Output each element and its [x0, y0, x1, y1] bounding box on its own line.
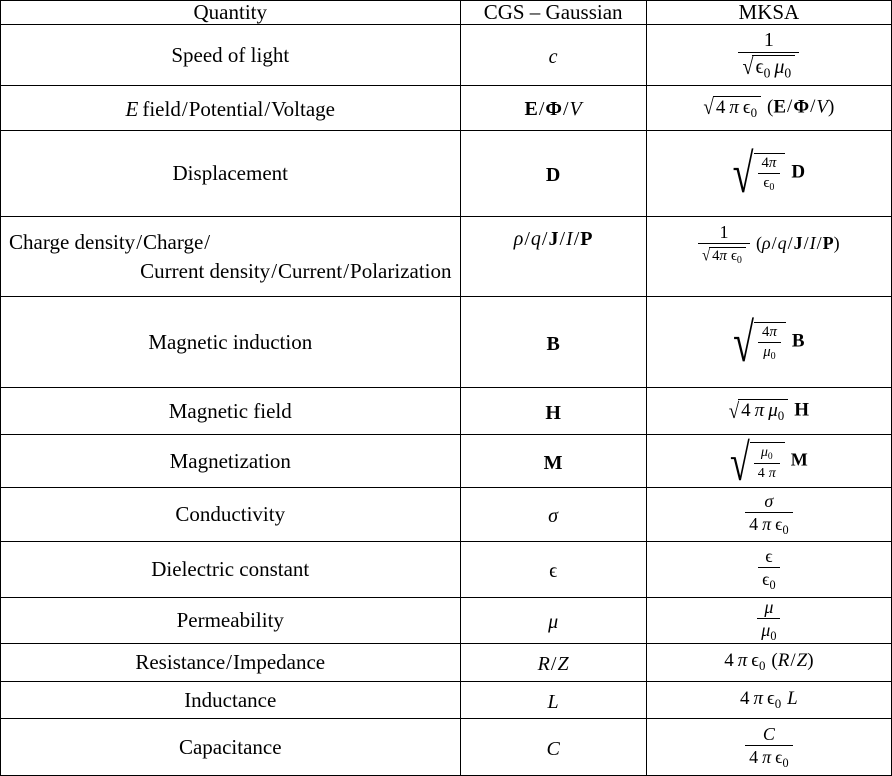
symbol-mu: μ [768, 400, 778, 422]
symbol-E-bold: E [524, 98, 538, 121]
table-row [1, 25, 892, 86]
quantity-line-2: Current density/Current/Polarization [140, 258, 452, 283]
quantity-cell: Conductivity [1, 487, 461, 541]
paren-open: ( [755, 232, 762, 253]
cgs-cell [460, 297, 646, 388]
numeral-four: 4 [749, 514, 759, 535]
symbol-epsilon: ϵ [762, 569, 770, 590]
symbol-epsilon: ϵ [775, 746, 783, 767]
subscript-zero: 0 [769, 181, 775, 193]
quantity-cell: Inductance [1, 682, 461, 719]
paren-close: ) [807, 650, 814, 672]
symbol-pi: π [737, 650, 748, 672]
radical-icon: √ [728, 399, 740, 424]
quantity-cell [1, 643, 461, 681]
column-header-mksa: MKSA [646, 1, 891, 25]
symbol-epsilon: ϵ [742, 96, 751, 118]
symbol-H: H [794, 399, 809, 421]
table-row [1, 85, 892, 130]
symbol-E: E [125, 97, 139, 122]
symbol-J: J [548, 227, 559, 250]
mksa-cell [646, 682, 891, 719]
radical-icon: √ [729, 433, 750, 492]
table-row [1, 216, 892, 297]
subscript-zero: 0 [769, 578, 776, 593]
subscript-zero: 0 [770, 628, 777, 643]
symbol-J: J [793, 232, 803, 253]
symbol-I: I [809, 232, 816, 253]
symbol-L: L [787, 688, 798, 710]
table-row [1, 130, 892, 216]
quantity-text: field/Potential/Voltage [142, 97, 335, 122]
quantity-cell: Displacement [1, 130, 461, 216]
quantity-cell: Magnetization [1, 435, 461, 487]
quantity-cell [1, 85, 461, 130]
numeral-one: 1 [719, 221, 729, 242]
symbol-rho: ρ [761, 232, 771, 253]
mksa-cell [646, 388, 891, 435]
slash: / [559, 227, 566, 250]
symbol-epsilon: ϵ [751, 650, 759, 672]
symbol-C: C [762, 723, 775, 744]
symbol-H: H [545, 401, 561, 424]
cgs-cell [460, 542, 646, 597]
symbol-epsilon: ϵ [549, 560, 558, 583]
symbol-epsilon: ϵ [775, 514, 783, 535]
symbol-sigma: σ [548, 505, 559, 528]
table-row [1, 719, 892, 776]
subscript-zero: 0 [777, 408, 785, 424]
numeral-four: 4 [762, 324, 770, 341]
mksa-cell [646, 130, 891, 216]
table-row [1, 597, 892, 643]
slash: / [771, 232, 777, 253]
subscript-zero: 0 [774, 696, 782, 712]
quantity-cell: Magnetic field [1, 388, 461, 435]
table-header-row [1, 1, 892, 25]
numeral-four: 4 [712, 247, 720, 264]
radical-icon: √ [732, 144, 754, 206]
subscript-zero: 0 [782, 755, 789, 770]
symbol-M: M [543, 451, 563, 474]
symbol-R: R [537, 653, 550, 676]
symbol-rho: ρ [513, 227, 524, 250]
cgs-cell [460, 597, 646, 643]
mksa-cell [646, 542, 891, 597]
symbol-mu: μ [760, 443, 768, 460]
quantity-cell: Speed of light [1, 25, 461, 86]
table-row [1, 487, 892, 541]
subscript-zero: 0 [782, 523, 789, 538]
symbol-V: V [816, 96, 828, 118]
cgs-cell [460, 130, 646, 216]
symbol-mu: μ [761, 619, 771, 640]
quantity-cell: Permeability [1, 597, 461, 643]
table-row [1, 643, 892, 681]
table-row [1, 388, 892, 435]
symbol-B: B [546, 332, 560, 355]
slash: / [810, 96, 816, 118]
table-row [1, 682, 892, 719]
symbol-Phi: Φ [545, 98, 562, 121]
table-row [1, 435, 892, 487]
subscript-zero: 0 [763, 64, 771, 80]
table-row [1, 542, 892, 597]
numeral-one: 1 [763, 28, 774, 51]
slash: / [816, 232, 822, 253]
cgs-cell [460, 85, 646, 130]
slash: / [538, 98, 545, 121]
subscript-zero: 0 [770, 350, 776, 362]
symbol-mu: μ [774, 55, 785, 78]
radical-icon: √ [742, 54, 754, 80]
symbol-q: q [777, 232, 787, 253]
column-header-cgs-gaussian: CGS – Gaussian [460, 1, 646, 25]
symbol-epsilon: ϵ [730, 247, 737, 264]
symbol-pi: π [729, 96, 739, 118]
table-row [1, 297, 892, 388]
subscript-zero: 0 [784, 64, 792, 80]
cgs-cell [460, 643, 646, 681]
radical-icon: √ [703, 95, 714, 120]
symbol-epsilon: ϵ [763, 174, 770, 191]
cgs-cell [460, 487, 646, 541]
symbol-pi: π [762, 514, 772, 535]
quantity-cell: Magnetic induction [1, 297, 461, 388]
symbol-pi: π [753, 688, 763, 710]
subscript-zero: 0 [750, 104, 758, 120]
slash: / [573, 227, 580, 250]
symbol-I: I [566, 227, 573, 250]
cgs-cell [460, 682, 646, 719]
symbol-c: c [548, 45, 558, 68]
quantity-line-1: Charge density/Charge/ [9, 230, 211, 255]
symbol-pi: π [768, 464, 776, 481]
mksa-cell [646, 25, 891, 86]
quantity-cell: Capacitance [1, 719, 461, 776]
slash: / [524, 227, 530, 250]
symbol-L: L [547, 690, 559, 713]
symbol-pi: π [769, 324, 777, 341]
mksa-cell [646, 597, 891, 643]
slash: / [787, 232, 793, 253]
mksa-cell [646, 487, 891, 541]
symbol-pi: π [754, 400, 765, 422]
symbol-sigma: σ [764, 491, 774, 512]
slash: / [787, 96, 793, 118]
numeral-four: 4 [761, 155, 769, 172]
slash: / [541, 227, 548, 250]
quantity-cell: Dielectric constant [1, 542, 461, 597]
mksa-cell [646, 216, 891, 297]
subscript-zero: 0 [736, 254, 742, 266]
symbol-E-bold: E [773, 96, 787, 118]
paren-open: ( [771, 650, 778, 672]
cgs-cell [460, 25, 646, 86]
symbol-mu: μ [764, 597, 774, 618]
quantity-text: Resistance/Impedance [135, 650, 326, 675]
numeral-four: 4 [724, 650, 734, 672]
symbol-D: D [545, 164, 561, 186]
symbol-M: M [790, 449, 808, 470]
symbol-P: P [580, 227, 593, 250]
mksa-cell [646, 85, 891, 130]
numeral-four: 4 [741, 400, 751, 422]
radical-icon: √ [702, 246, 711, 265]
slash: / [550, 653, 557, 676]
subscript-zero: 0 [767, 450, 773, 462]
symbol-D: D [791, 161, 806, 183]
numeral-four: 4 [739, 688, 750, 710]
subscript-zero: 0 [758, 658, 766, 674]
symbol-Phi: Φ [793, 96, 810, 118]
paren-open: ( [767, 96, 774, 118]
symbol-q: q [530, 227, 541, 250]
mksa-cell [646, 433, 891, 492]
numeral-four: 4 [749, 746, 759, 767]
symbol-pi: π [762, 746, 772, 767]
symbol-epsilon: ϵ [765, 546, 773, 567]
symbol-C: C [546, 737, 560, 760]
cgs-cell [460, 388, 646, 435]
cgs-cell [460, 435, 646, 487]
cgs-cell [460, 719, 646, 776]
numeral-four: 4 [715, 96, 726, 118]
symbol-Z: Z [557, 653, 569, 676]
symbol-epsilon: ϵ [767, 688, 775, 710]
cgs-cell [460, 216, 646, 297]
slash: / [562, 98, 569, 121]
mksa-cell [646, 643, 891, 681]
symbol-pi: π [768, 155, 777, 172]
slash: / [803, 232, 809, 253]
symbol-epsilon: ϵ [755, 55, 764, 78]
symbol-mu: μ [763, 343, 771, 360]
mksa-cell [646, 719, 891, 776]
quantity-cell [1, 216, 461, 297]
radical-icon: √ [733, 313, 755, 375]
symbol-B: B [791, 330, 805, 352]
numeral-four: 4 [757, 464, 765, 481]
mksa-cell [646, 297, 891, 388]
symbol-P: P [822, 232, 834, 253]
paren-close: ) [833, 232, 840, 253]
symbol-pi: π [719, 247, 727, 264]
paren-close: ) [827, 96, 835, 118]
slash: / [790, 650, 796, 672]
symbol-mu: μ [548, 611, 559, 634]
column-header-quantity: Quantity [1, 1, 461, 25]
symbol-R: R [777, 650, 790, 672]
symbol-V: V [569, 98, 582, 121]
symbol-Z: Z [796, 650, 808, 672]
